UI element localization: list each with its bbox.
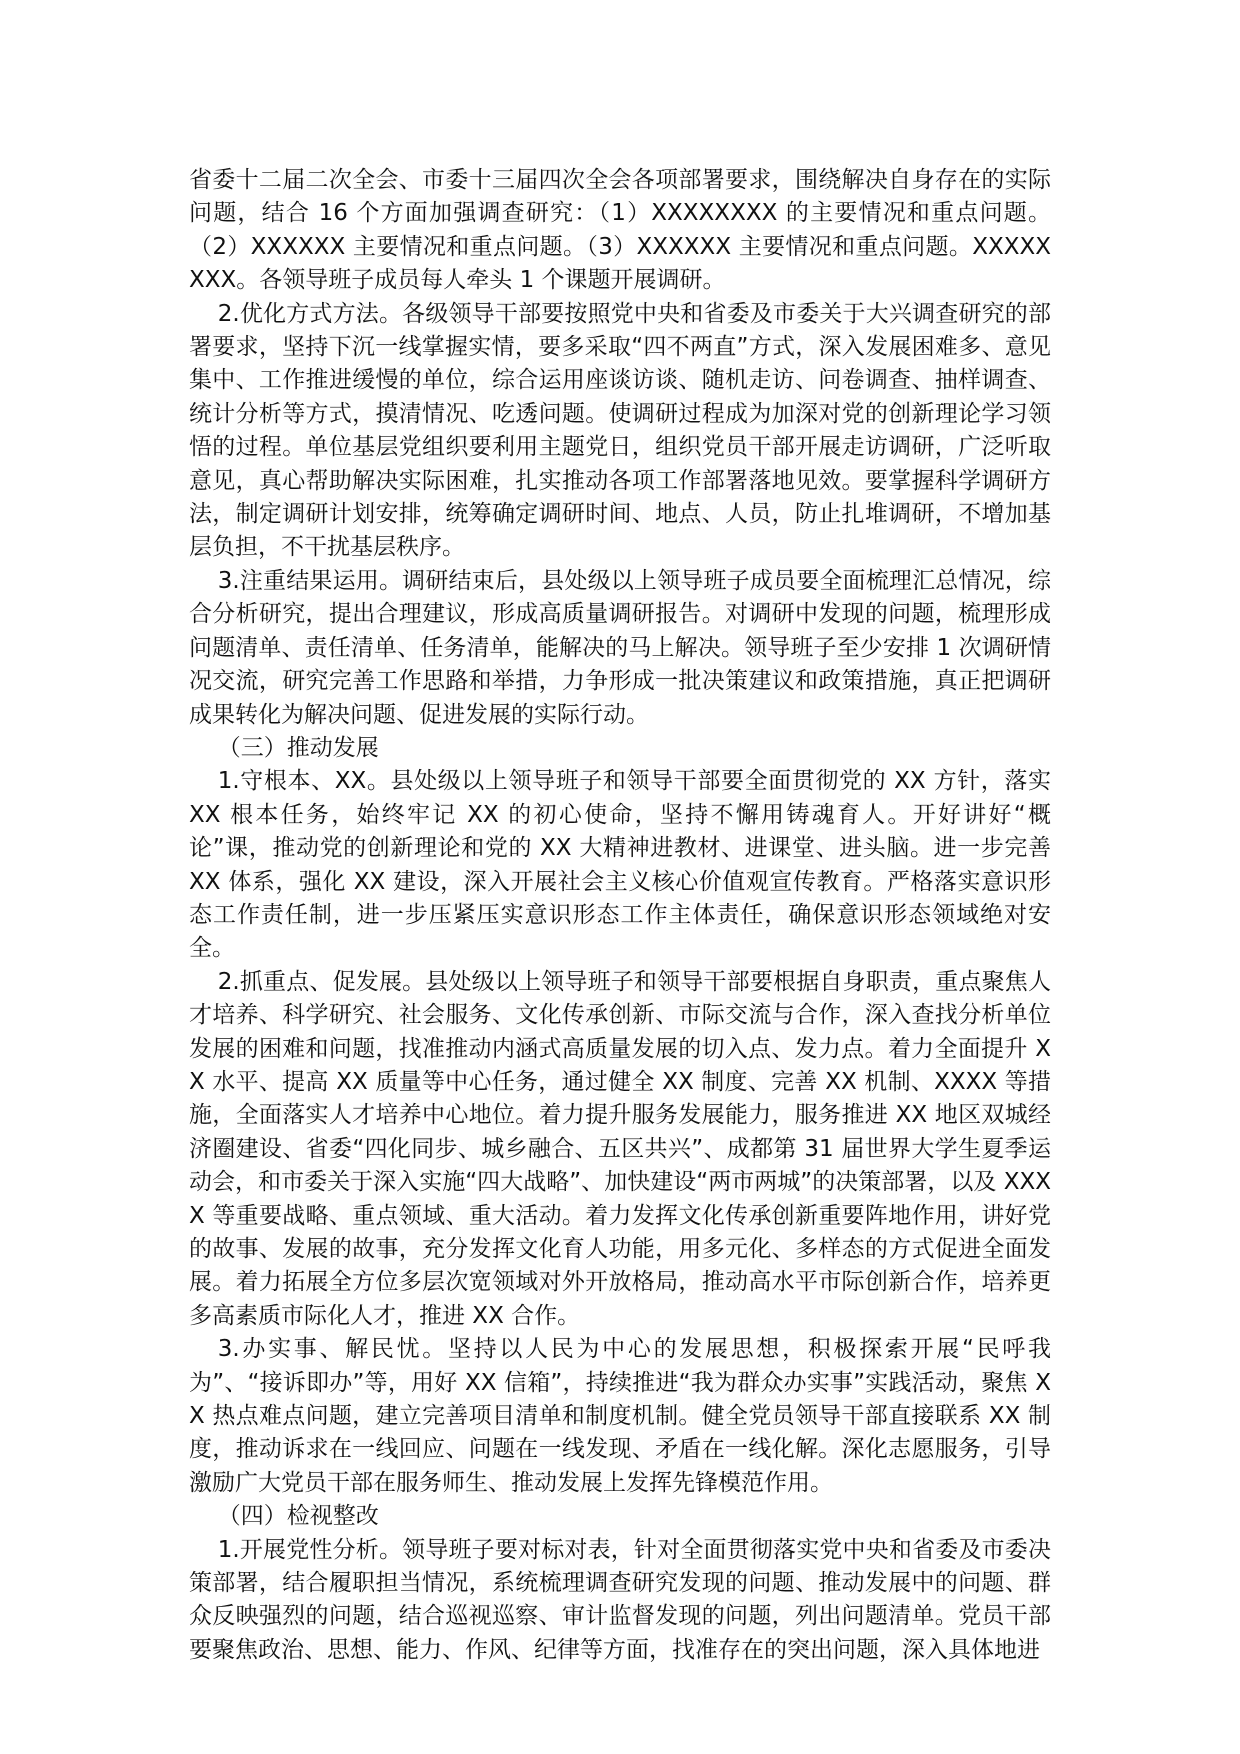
paragraph-continuation: 省委十二届二次全会、市委十三届四次全会各项部署要求，围绕解决自身存在的实际问题，结合 16 个方面加强调查研究：（1）XXXXXXXX 的主要情况和重点问题。（2）XXXXXX 主要情况和重点问题。（3）XXXXXX 主要情况和重点问题。XXXXXXXX。各领导班子成员每人牵头 1 个课题开展调研。 xyxy=(189,167,1051,294)
paragraph-focus-priorities: 2.抓重点、促发展。县处级以上领导班子和领导干部要根据自身职责，重点聚焦人才培养、科学研究、社会服务、文化传承创新、市际交流与合作，深入查找分析单位发展的困难和问题，找准推动内涵式高质量发展的切入点、发力点。着力全面提升 XX 水平、提高 XX 质量等中心任务，通过健全 XX 制度、完善 XX 机制、XXXX 等措施，全面落实人才培养中心地位。着力提升服务发展能力，服务推进 XX 地区双城经济圈建设、省委“四化同步、城乡融合、五区共兴”、成都第 31 届世界大学生夏季运动会，和市委关于深入实施“四大战略”、加快建设“两市两城”的决策部署，以及 XXXX 等重要战略、重点领域、重大活动。着力发挥文化传承创新重要阵地作用，讲好党的故事、发展的故事，充分发挥文化育人功能，用多元化、多样态的方式促进全面发展。着力拓展全方位多层次宽领域对外开放格局，推动高水平市际创新合作，培养更多高素质市际化人才，推进 XX 合作。 xyxy=(189,968,1051,1329)
paragraph-keep-fundamentals: 1.守根本、XX。县处级以上领导班子和领导干部要全面贯彻党的 XX 方针，落实 XX 根本任务，始终牢记 XX 的初心使命，坚持不懈用铸魂育人。开好讲好“概论”课，推动党的创新理论和党的 XX 大精神进教材、进课堂、进头脑。进一步完善 XX 体系，强化 XX 建设，深入开展社会主义核心价值观宣传教育。严格落实意识形态工作责任制，进一步压紧压实意识形态工作主体责任，确保意识形态领域绝对安全。 xyxy=(189,768,1051,962)
section-heading-promote-development: （三）推动发展 xyxy=(217,734,379,761)
paragraph-optimize-methods: 2.优化方式方法。各级领导干部要按照党中央和省委及市委关于大兴调查研究的部署要求，坚持下沉一线掌握实情，要多采取“四不两直”方式，深入发展困难多、意见集中、工作推进缓慢的单位，综合运用座谈访谈、随机走访、问卷调查、抽样调查、统计分析等方式，摸清情况、吃透问题。使调研过程成为加深对党的创新理论学习领悟的过程。单位基层党组织要利用主题党日，组织党员干部开展走访调研，广泛听取意见，真心帮助解决实际困难，扎实推动各项工作部署落地见效。要掌握科学调研方法，制定调研计划安排，统筹确定调研时间、地点、人员，防止扎堆调研，不增加基层负担，不干扰基层秩序。 xyxy=(189,300,1051,561)
paragraph-party-analysis: 1.开展党性分析。领导班子要对标对表，针对全面贯彻落实党中央和省委及市委决策部署，结合履职担当情况，系统梳理调查研究发现的问题、推动发展中的问题、群众反映强烈的问题，结合巡视巡察、审计监督发现的问题，列出问题清单。党员干部要聚焦政治、思想、能力、作风、纪律等方面，找准存在的突出问题，深入具体地进 xyxy=(189,1536,1051,1663)
paragraph-apply-results: 3.注重结果运用。调研结束后，县处级以上领导班子成员要全面梳理汇总情况，综合分析研究，提出合理建议，形成高质量调研报告。对调研中发现的问题，梳理形成问题清单、责任清单、任务清单，能解决的马上解决。领导班子至少安排 1 次调研情况交流，研究完善工作思路和举措，力争形成一批决策建议和政策措施，真正把调研成果转化为解决问题、促进发展的实际行动。 xyxy=(189,567,1051,728)
paragraph-practical-matters: 3.办实事、解民忧。坚持以人民为中心的发展思想，积极探索开展“民呼我为”、“接诉即办”等，用好 XX 信箱”，持续推进“我为群众办实事”实践活动，聚焦 XX 热点难点问题，建立完善项目清单和制度机制。健全党员领导干部直接联系 XX 制度，推动诉求在一线回应、问题在一线发现、矛盾在一线化解。深化志愿服务，引导激励广大党员干部在服务师生、推动发展上发挥先锋模范作用。 xyxy=(189,1336,1051,1496)
section-heading-review-rectify: （四）检视整改 xyxy=(217,1503,379,1530)
document-body xyxy=(189,164,1051,1667)
